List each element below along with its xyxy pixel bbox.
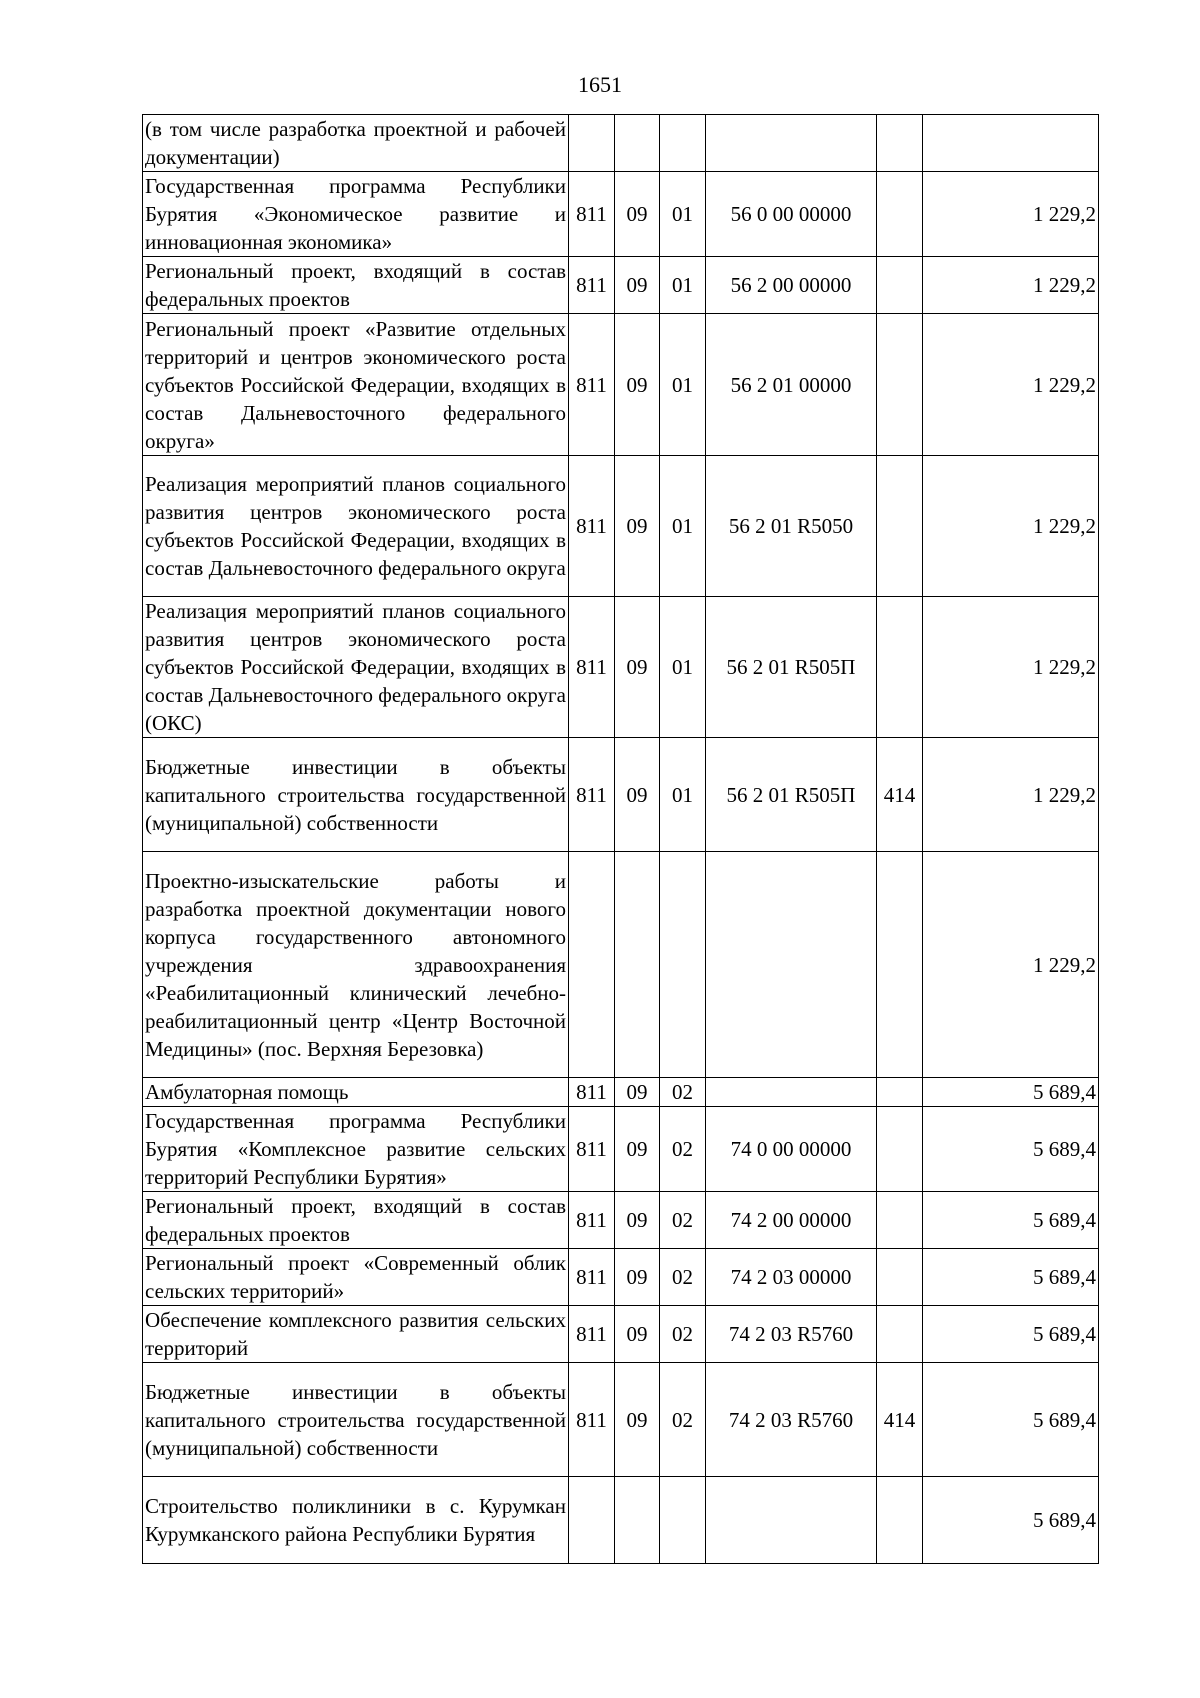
- row-vr: [877, 597, 923, 738]
- row-sum: 1 229,2: [923, 738, 1099, 852]
- row-pr: 02: [660, 1363, 706, 1477]
- table-row: [143, 456, 1099, 597]
- row-gr: 811: [569, 1249, 615, 1306]
- row-gr: 811: [569, 456, 615, 597]
- row-name: Обеспечение комплексного развития сельских территорий: [143, 1306, 569, 1363]
- row-pr: 02: [660, 1192, 706, 1249]
- row-name: Реализация мероприятий планов социального развития центров экономического роста субъектов Российской Федерации, входящих в состав Дальневосточного федерального округа (ОКС): [143, 597, 569, 738]
- row-rz: [615, 115, 660, 172]
- row-rz: 09: [615, 1363, 660, 1477]
- row-name: Бюджетные инвестиции в объекты капитального строительства государственной (муниципальной) собственности: [143, 1363, 569, 1477]
- table-row: [143, 1107, 1099, 1192]
- row-pr: 02: [660, 1249, 706, 1306]
- row-sum: 5 689,4: [923, 1249, 1099, 1306]
- row-csr: 56 0 00 00000: [706, 172, 877, 257]
- row-csr: 56 2 00 00000: [706, 257, 877, 314]
- row-gr: 811: [569, 1192, 615, 1249]
- row-vr: [877, 257, 923, 314]
- row-csr: 56 2 01 R5050: [706, 456, 877, 597]
- row-gr: 811: [569, 1306, 615, 1363]
- row-rz: 09: [615, 597, 660, 738]
- row-name: Бюджетные инвестиции в объекты капитального строительства государственной (муниципальной) собственности: [143, 738, 569, 852]
- table-row: [143, 115, 1099, 172]
- page-number: 1651: [578, 72, 622, 97]
- row-rz: 09: [615, 1107, 660, 1192]
- row-gr: 811: [569, 1363, 615, 1477]
- row-pr: 01: [660, 172, 706, 257]
- row-gr: 811: [569, 738, 615, 852]
- row-rz: 09: [615, 1306, 660, 1363]
- row-vr: [877, 1078, 923, 1107]
- row-rz: 09: [615, 172, 660, 257]
- row-vr: [877, 172, 923, 257]
- row-name: Строительство поликлиники в с. Курумкан Курумканского района Республики Бурятия: [143, 1477, 569, 1564]
- row-pr: 01: [660, 257, 706, 314]
- row-vr: [877, 1107, 923, 1192]
- row-rz: 09: [615, 257, 660, 314]
- row-sum: 1 229,2: [923, 456, 1099, 597]
- row-csr: [706, 1078, 877, 1107]
- row-gr: [569, 115, 615, 172]
- row-name: Амбулаторная помощь: [143, 1078, 569, 1107]
- row-sum: 1 229,2: [923, 314, 1099, 456]
- row-name: Реализация мероприятий планов социального развития центров экономического роста субъектов Российской Федерации, входящих в состав Дальневосточного федерального округа: [143, 456, 569, 597]
- row-csr: 56 2 01 R505П: [706, 738, 877, 852]
- row-vr: [877, 852, 923, 1078]
- row-csr: 56 2 01 00000: [706, 314, 877, 456]
- row-pr: 02: [660, 1078, 706, 1107]
- table-row: [143, 852, 1099, 1078]
- row-name: Региональный проект, входящий в состав федеральных проектов: [143, 1192, 569, 1249]
- table-row: [143, 1477, 1099, 1564]
- row-vr: [877, 456, 923, 597]
- row-pr: 02: [660, 1107, 706, 1192]
- row-pr: [660, 1477, 706, 1564]
- row-gr: [569, 852, 615, 1078]
- row-csr: 74 2 03 R5760: [706, 1306, 877, 1363]
- row-csr: [706, 1477, 877, 1564]
- row-gr: 811: [569, 1078, 615, 1107]
- row-gr: [569, 1477, 615, 1564]
- row-gr: 811: [569, 597, 615, 738]
- row-sum: 1 229,2: [923, 852, 1099, 1078]
- row-csr: 74 0 00 00000: [706, 1107, 877, 1192]
- row-pr: 01: [660, 314, 706, 456]
- table-row: [143, 597, 1099, 738]
- row-gr: 811: [569, 257, 615, 314]
- row-vr: [877, 1306, 923, 1363]
- row-gr: 811: [569, 172, 615, 257]
- row-rz: 09: [615, 1078, 660, 1107]
- row-name: Государственная программа Республики Бурятия «Комплексное развитие сельских территорий Республики Бурятия»: [143, 1107, 569, 1192]
- row-sum: 5 689,4: [923, 1078, 1099, 1107]
- row-sum: [923, 115, 1099, 172]
- row-sum: 5 689,4: [923, 1192, 1099, 1249]
- row-vr: 414: [877, 1363, 923, 1477]
- row-rz: [615, 852, 660, 1078]
- row-vr: [877, 314, 923, 456]
- row-pr: 01: [660, 738, 706, 852]
- row-sum: 5 689,4: [923, 1306, 1099, 1363]
- row-gr: 811: [569, 1107, 615, 1192]
- row-vr: 414: [877, 738, 923, 852]
- row-pr: [660, 115, 706, 172]
- row-rz: 09: [615, 1192, 660, 1249]
- row-rz: [615, 1477, 660, 1564]
- row-pr: [660, 852, 706, 1078]
- row-csr: 56 2 01 R505П: [706, 597, 877, 738]
- row-sum: 5 689,4: [923, 1363, 1099, 1477]
- table-row: [143, 1249, 1099, 1306]
- row-rz: 09: [615, 1249, 660, 1306]
- row-csr: 74 2 00 00000: [706, 1192, 877, 1249]
- row-sum: 1 229,2: [923, 257, 1099, 314]
- table-row: [143, 1363, 1099, 1477]
- table-row: [143, 257, 1099, 314]
- row-rz: 09: [615, 314, 660, 456]
- row-csr: 74 2 03 00000: [706, 1249, 877, 1306]
- row-vr: [877, 1192, 923, 1249]
- row-gr: 811: [569, 314, 615, 456]
- table-row: [143, 1192, 1099, 1249]
- row-pr: 01: [660, 456, 706, 597]
- table-row: [143, 1306, 1099, 1363]
- row-sum: 1 229,2: [923, 597, 1099, 738]
- row-name: Региональный проект «Современный облик сельских территорий»: [143, 1249, 569, 1306]
- row-csr: [706, 852, 877, 1078]
- row-vr: [877, 1249, 923, 1306]
- row-csr: [706, 115, 877, 172]
- row-name: Проектно-изыскательские работы и разработка проектной документации нового корпуса государственного автономного учреждения здравоохранения «Реабилитационный клинический лечебно-реабилитационный центр «Центр Восточной Медицины» (пос. Верхняя Березовка): [143, 852, 569, 1078]
- row-rz: 09: [615, 738, 660, 852]
- row-vr: [877, 115, 923, 172]
- table-row: [143, 314, 1099, 456]
- row-name: Региональный проект, входящий в состав федеральных проектов: [143, 257, 569, 314]
- table-row: [143, 1078, 1099, 1107]
- row-sum: 1 229,2: [923, 172, 1099, 257]
- table-row: [143, 172, 1099, 257]
- row-rz: 09: [615, 456, 660, 597]
- row-name: Государственная программа Республики Бурятия «Экономическое развитие и инновационная экономика»: [143, 172, 569, 257]
- row-name: Региональный проект «Развитие отдельных территорий и центров экономического роста субъектов Российской Федерации, входящих в состав Дальневосточного федерального округа»: [143, 314, 569, 456]
- row-sum: 5 689,4: [923, 1107, 1099, 1192]
- row-pr: 01: [660, 597, 706, 738]
- row-csr: 74 2 03 R5760: [706, 1363, 877, 1477]
- row-vr: [877, 1477, 923, 1564]
- row-pr: 02: [660, 1306, 706, 1363]
- table-row: [143, 738, 1099, 852]
- row-name: (в том числе разработка проектной и рабочей документации): [143, 115, 569, 172]
- row-sum: 5 689,4: [923, 1477, 1099, 1564]
- budget-table: [142, 114, 1099, 1564]
